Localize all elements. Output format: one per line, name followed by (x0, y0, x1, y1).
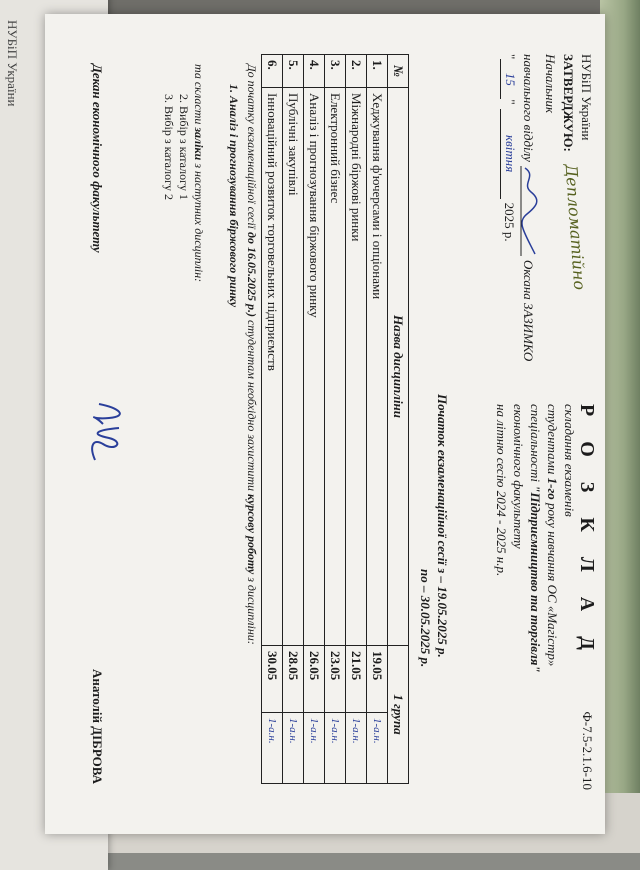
exam-name: Інноваційний розвиток торговельних підприємств (262, 88, 283, 646)
exam-name: Публічні закупівлі (283, 88, 304, 646)
head-title-2: навчального відділу (521, 54, 536, 162)
exam-room: 1-а.н. (283, 713, 304, 784)
exam-room: 1-а.н. (304, 713, 325, 784)
head-signature-icon (519, 166, 541, 256)
approval-date-row: "15" квітня 2025 р. (502, 54, 518, 242)
exam-room: 1-а.н. (325, 713, 346, 784)
session-start: Початок екзаменаційної сесії з – 19.05.2025 р. (435, 394, 450, 658)
schedule-title-block (493, 404, 598, 804)
exam-date: 28.05 (283, 646, 304, 713)
exam-room: 1-а.н. (367, 713, 388, 784)
table-row: 1. Хеджування ф'ючерсами і опціонами 19.05 1-а.н. (367, 55, 388, 784)
exam-date: 23.05 (325, 646, 346, 713)
exam-date: 19.05 (367, 646, 388, 713)
exam-name: Аналіз і прогнозування біржового ринку (304, 88, 325, 646)
exam-date: 30.05 (262, 646, 283, 713)
date-day: 15 (500, 59, 519, 99)
table-row: 3. Електронний бізнес 23.05 1-а.н. (325, 55, 346, 784)
org-name: НУБіП України (579, 54, 594, 141)
col-name-header: Назва дисципліни (388, 88, 409, 646)
table-header-row (388, 55, 409, 784)
list-item: 2. Вибір з каталогу 1 (177, 94, 191, 201)
col-num-header: № (388, 55, 409, 88)
table-row: 6. Інноваційний розвиток торговельних підприємств 30.05 1-а.н. (262, 55, 283, 784)
schedule-line3: спеціальності "Підприємництво та торгівля" (528, 404, 543, 673)
exam-name: Міжнародні біржові ринки (346, 88, 367, 646)
handwritten-note: Депломатійно (561, 163, 590, 291)
exam-name: Електронний бізнес (325, 88, 346, 646)
table-row: 5. Публічні закупівлі 28.05 1-а.н. (283, 55, 304, 784)
schedule-line5: на літню сесію 2024 - 2025 н.р. (494, 404, 509, 577)
exam-date: 26.05 (304, 646, 325, 713)
background-right (600, 0, 640, 853)
exam-room: 1-а.н. (346, 713, 367, 784)
exam-date: 21.05 (346, 646, 367, 713)
back-sheet-text: НУБіП України (5, 20, 20, 107)
exam-table (261, 54, 409, 784)
list-item: 3. Вибір з каталогу 2 (162, 94, 176, 201)
coursework-item: 1. Аналіз і прогнозування біржового ринку (227, 84, 241, 308)
schedule-document (45, 14, 605, 834)
approve-label: ЗАТВЕРДЖУЮ: (561, 54, 576, 152)
dean-signature-icon (79, 394, 139, 464)
coursework-note: До початку екзаменаційної сесії до 16.05.2025 р.) студентам необхідно захистити курсову роботу з дисципліни: (245, 64, 259, 645)
form-code: Ф-7.5-2.1.6-10 (580, 711, 595, 790)
table-row: 4. Аналіз і прогнозування біржового ринку 26.05 1-а.н. (304, 55, 325, 784)
dean-title: Декан економічного факультету (90, 64, 105, 253)
head-signature-row (519, 54, 541, 384)
head-title-1: Начальник (543, 54, 558, 114)
session-end: по – 30.05.2025 р. (418, 569, 433, 668)
schedule-line4: економічного факультету (511, 404, 526, 549)
date-year: 2025 р. (502, 202, 517, 242)
credits-list (161, 94, 191, 200)
table-row: 2. Міжнародні біржові ринки 21.05 1-а.н. (346, 55, 367, 784)
schedule-title: Р О З К Л А Д (576, 404, 598, 660)
dean-name: Анатолій ДІБРОВА (90, 668, 105, 784)
credits-note: та скласти заліки з наступних дисциплін: (192, 64, 206, 283)
schedule-line1: складання екзаменів (562, 404, 577, 517)
col-group-header: 1 група (388, 646, 409, 784)
dean-row (89, 64, 105, 784)
exam-name: Хеджування ф'ючерсами і опціонами (367, 88, 388, 646)
exam-room: 1-а.н. (262, 713, 283, 784)
schedule-line2: студентами 1-го року навчання ОС «Магістр» (545, 404, 560, 667)
session-dates (417, 394, 451, 814)
head-name: Оксана ЗАЗИМКО (521, 259, 536, 362)
date-month: квітня (500, 109, 519, 199)
